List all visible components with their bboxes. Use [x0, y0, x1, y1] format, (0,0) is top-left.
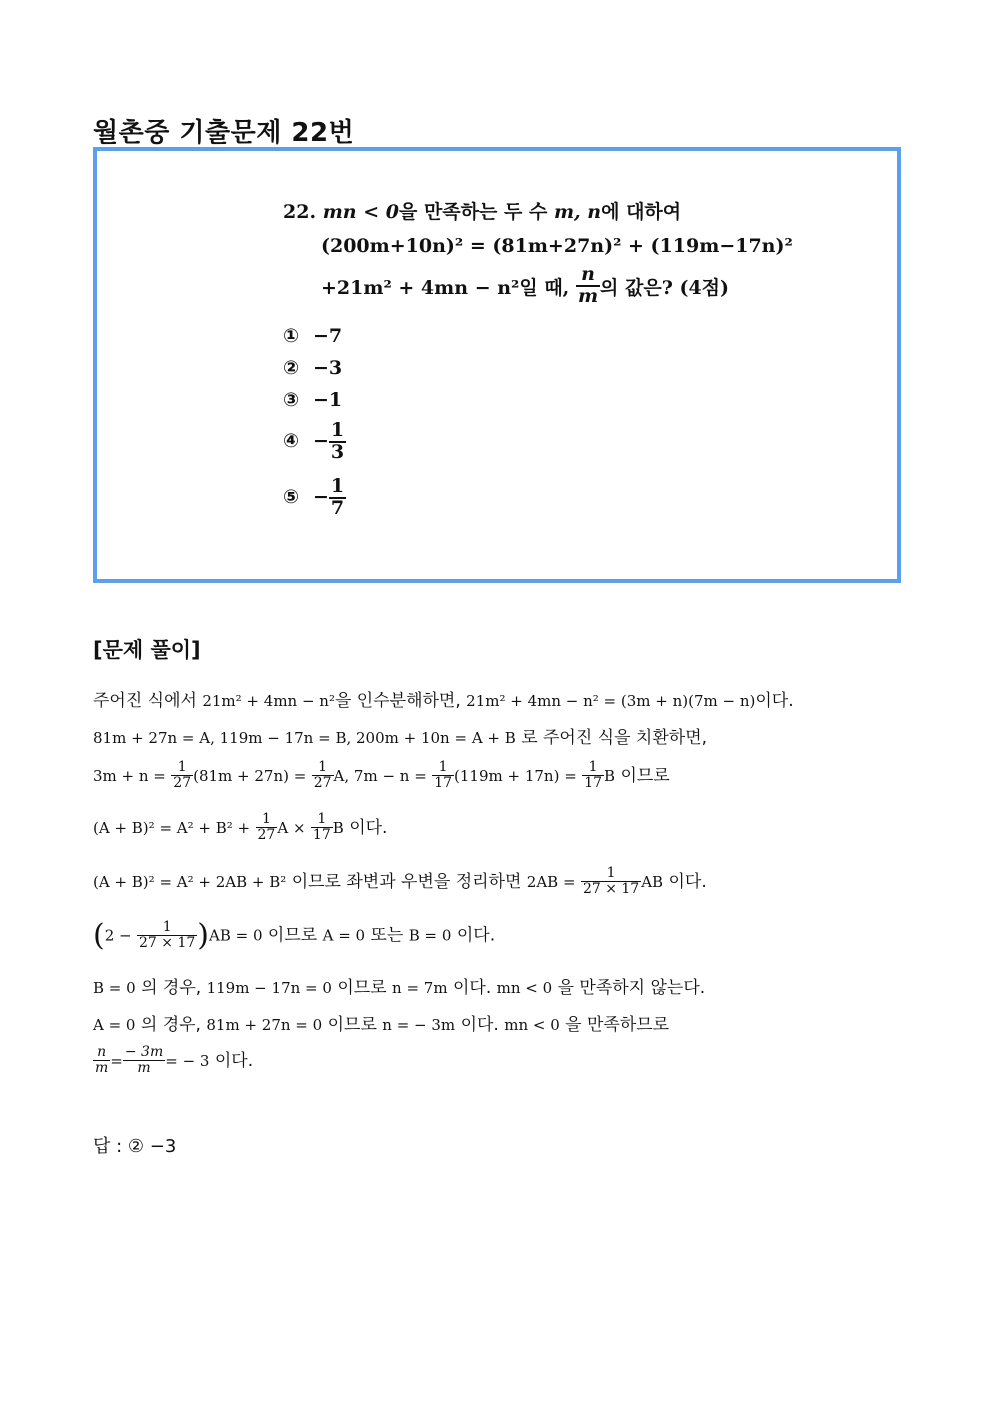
question-fraction-den: m: [577, 284, 599, 307]
question-text-3: 일 때,: [519, 276, 570, 299]
solution-title: [문제 풀이]: [93, 638, 201, 662]
choice-5-mark: ⑤: [283, 485, 300, 508]
sol-math: A, 7m − n =: [333, 766, 427, 785]
choice-4-sign: −: [313, 429, 329, 452]
choice-5-fraction: [329, 477, 346, 519]
sol-text: 이므로 좌변과 우변을 정리하면: [291, 871, 522, 892]
question-line-3: [321, 263, 730, 307]
choice-4-fraction: [329, 421, 346, 463]
solution-line-9: [93, 1045, 253, 1077]
sol-frac-num: n: [93, 1045, 110, 1061]
choice-5-sign: −: [313, 485, 329, 508]
sol-math: 2AB =: [526, 872, 576, 891]
sol-math: =: [110, 1051, 123, 1070]
sol-frac-num: 1: [581, 866, 641, 882]
question-condition: mn < 0: [322, 201, 399, 223]
question-text-3-end: 의 값은? (4점): [600, 276, 730, 299]
solution-line-5: [93, 866, 707, 898]
sol-math: A = 0: [322, 926, 366, 945]
question-text-1: 을 만족하는 두 수: [398, 201, 548, 223]
question-line-2: (200m+10n)² = (81m+27n)² + (119m−17n)²: [321, 235, 793, 257]
sol-math: 81m + 27n = 0: [206, 1016, 323, 1034]
choice-2: [283, 359, 342, 378]
sol-frac-num: 1: [582, 760, 604, 776]
sol-math: 2 −: [104, 926, 132, 945]
choice-1-mark: ①: [283, 325, 300, 347]
choice-1: [283, 327, 342, 346]
sol-math: B = 0: [93, 979, 136, 997]
sol-frac-den: m: [137, 1060, 151, 1077]
sol-frac-den: m: [95, 1060, 109, 1077]
sol-text: 또는: [370, 925, 404, 946]
choice-4: [283, 421, 346, 463]
question-expr: +21m² + 4mn − n²: [321, 276, 520, 299]
sol-text: 의 경우,: [140, 1015, 201, 1035]
sol-math: A = 0: [93, 1016, 136, 1034]
sol-text: 이므로: [337, 978, 387, 998]
sol-math: (A + B)² = A² + B² +: [93, 818, 251, 837]
sol-text: 주어진 식에서: [93, 691, 197, 711]
solution-line-1: [93, 686, 794, 711]
sol-math: AB = 0: [209, 926, 263, 945]
sol-fraction: [581, 866, 641, 898]
sol-text: 의 경우,: [141, 978, 202, 998]
sol-math: 81m + 27n = A, 119m − 17n = B, 200m + 10n = A + B: [93, 729, 516, 747]
sol-fraction: [256, 812, 278, 844]
sol-math: = − 3: [165, 1051, 210, 1070]
sol-text: 이다.: [349, 817, 388, 838]
sol-text: 을 만족하므로: [565, 1015, 670, 1035]
sol-math: B = 0: [408, 926, 452, 945]
sol-frac-num: 1: [137, 920, 197, 936]
sol-text: 이다.: [214, 1050, 254, 1071]
question-box: [93, 147, 901, 583]
sol-text: 이다.: [456, 925, 496, 946]
sol-frac-den: 27: [313, 775, 332, 792]
sol-fraction: [123, 1045, 165, 1077]
choice-2-mark: ②: [283, 357, 300, 379]
sol-frac-num: 1: [312, 760, 334, 776]
sol-text: 이다.: [460, 1015, 499, 1035]
final-answer: 답 : ② −3: [93, 1136, 177, 1157]
sol-math: AB: [641, 872, 664, 891]
sol-paren-close: ): [197, 918, 209, 953]
sol-math: mn < 0: [496, 979, 553, 997]
solution-line-7: [93, 973, 705, 998]
sol-fraction: [312, 760, 334, 792]
question-vars: m, n: [553, 201, 602, 223]
sol-frac-den: 27 × 17: [582, 881, 640, 898]
sol-math: (A + B)² = A² + 2AB + B²: [93, 872, 287, 891]
question-text-1-end: 에 대하여: [601, 201, 682, 223]
solution-line-4: [93, 812, 387, 844]
sol-frac-den: 17: [584, 775, 603, 792]
sol-text: 이다.: [755, 691, 794, 711]
choice-4-den: 3: [330, 440, 345, 463]
sol-math: 21m² + 4mn − n²: [202, 692, 335, 710]
sol-paren-open: (: [93, 918, 105, 953]
choice-2-value: −3: [313, 357, 343, 379]
sol-math: B: [604, 766, 616, 785]
solution-line-6: [93, 918, 495, 953]
sol-frac-num: 1: [432, 760, 454, 776]
solution-line-8: [93, 1010, 669, 1035]
choice-3: [283, 391, 342, 410]
sol-frac-num: 1: [311, 812, 333, 828]
sol-frac-den: 17: [312, 827, 331, 844]
sol-math: n = − 3m: [382, 1016, 456, 1034]
sol-math: (81m + 27n) =: [193, 766, 307, 785]
sol-text: 을 만족하지 않는다.: [557, 978, 706, 998]
choice-1-value: −7: [313, 325, 343, 347]
sol-math: 119m − 17n = 0: [206, 979, 332, 997]
sol-frac-den: 17: [434, 775, 453, 792]
solution-line-3: [93, 760, 670, 792]
question-line-1: [283, 203, 681, 222]
sol-frac-num: 1: [256, 812, 278, 828]
choice-3-mark: ③: [283, 389, 300, 411]
sol-text: 이다.: [452, 978, 492, 998]
choice-3-value: −1: [313, 389, 343, 411]
sol-math: B: [332, 818, 344, 837]
sol-fraction: [582, 760, 604, 792]
sol-text: 을 인수분해하면,: [334, 691, 461, 711]
sol-fraction: [93, 1045, 110, 1077]
sol-frac-num: 1: [171, 760, 193, 776]
sol-math: mn < 0: [504, 1016, 560, 1034]
sol-fraction: [311, 812, 333, 844]
sol-text: 로 주어진 식을 치환하면,: [521, 728, 708, 748]
page-title: 월촌중 기출문제 22번: [93, 118, 355, 148]
sol-text: 이므로: [327, 1015, 377, 1035]
sol-math: n = 7m: [392, 979, 448, 997]
sol-fraction: [171, 760, 193, 792]
sol-frac-den: 27: [257, 827, 276, 844]
choice-5-den: 7: [330, 496, 345, 519]
sol-math: (119m + 17n) =: [454, 766, 577, 785]
choice-4-num: 1: [330, 419, 345, 441]
sol-text: 이다.: [668, 871, 707, 892]
question-fraction: [576, 265, 600, 307]
sol-text: 이므로: [267, 925, 318, 946]
choice-5-num: 1: [330, 475, 345, 497]
sol-text: 이므로: [620, 765, 670, 786]
sol-frac-den: 27 × 17: [139, 935, 196, 951]
sol-fraction: [137, 920, 197, 952]
sol-fraction: [432, 760, 454, 792]
sol-frac-den: 27: [173, 775, 192, 792]
solution-line-2: [93, 723, 707, 748]
sol-frac-num: − 3m: [124, 1044, 164, 1060]
choice-5: [283, 477, 346, 519]
sol-math: A ×: [277, 818, 306, 837]
question-fraction-num: n: [576, 265, 600, 287]
sol-math: 3m + n =: [93, 766, 166, 785]
question-number: 22.: [283, 201, 317, 223]
choice-4-mark: ④: [283, 429, 300, 452]
sol-math: 21m² + 4mn − n² = (3m + n)(7m − n): [466, 692, 756, 710]
